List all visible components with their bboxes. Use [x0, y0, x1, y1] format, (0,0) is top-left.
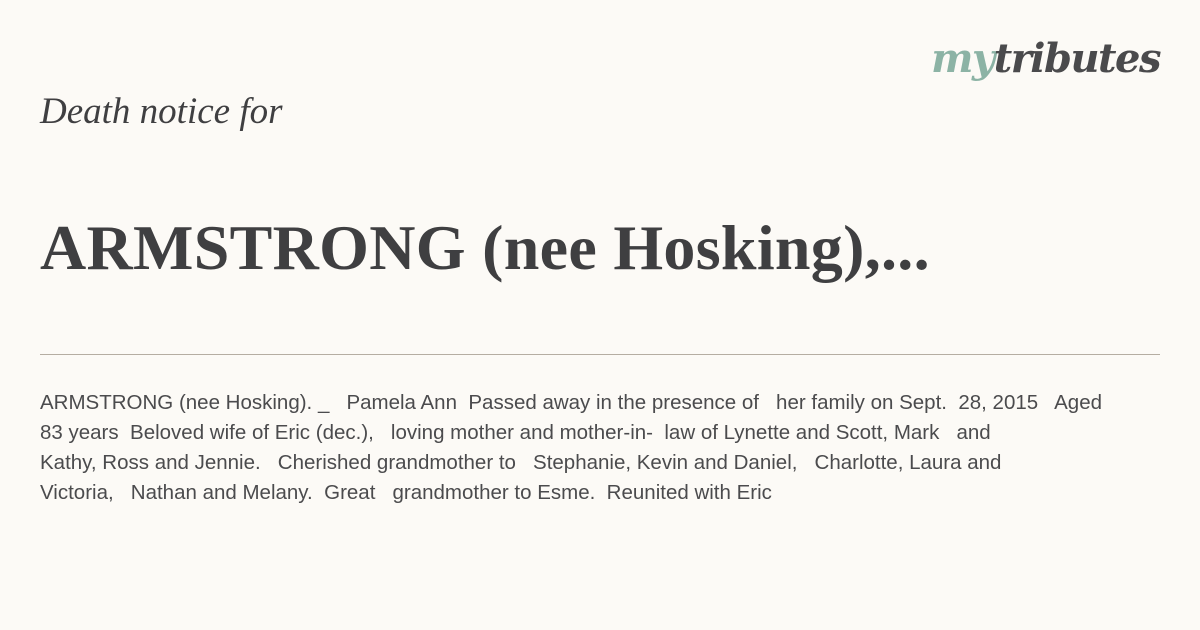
notice-line: 83 years Beloved wife of Eric (dec.), loving mother and mother-in- law of Lynette and Scott, Mark and	[40, 421, 991, 444]
notice-line: ARMSTRONG (nee Hosking). _ Pamela Ann Passed away in the presence of her family on Sept. 28, 2015 Aged	[40, 391, 1102, 414]
deceased-name-heading: ARMSTRONG (nee Hosking),...	[40, 212, 930, 283]
logo-tributes-text: tributes	[993, 35, 1160, 82]
notice-line: Victoria, Nathan and Melany. Great grandmother to Esme. Reunited with Eric	[40, 481, 772, 504]
mytributes-logo[interactable]	[931, 34, 1160, 84]
notice-subtitle: Death notice for	[40, 91, 283, 132]
notice-body	[40, 388, 1160, 508]
logo-my-text: my	[931, 35, 994, 82]
section-divider	[40, 354, 1160, 355]
notice-line: Kathy, Ross and Jennie. Cherished grandmother to Stephanie, Kevin and Daniel, Charlotte, Laura and	[40, 451, 1002, 474]
